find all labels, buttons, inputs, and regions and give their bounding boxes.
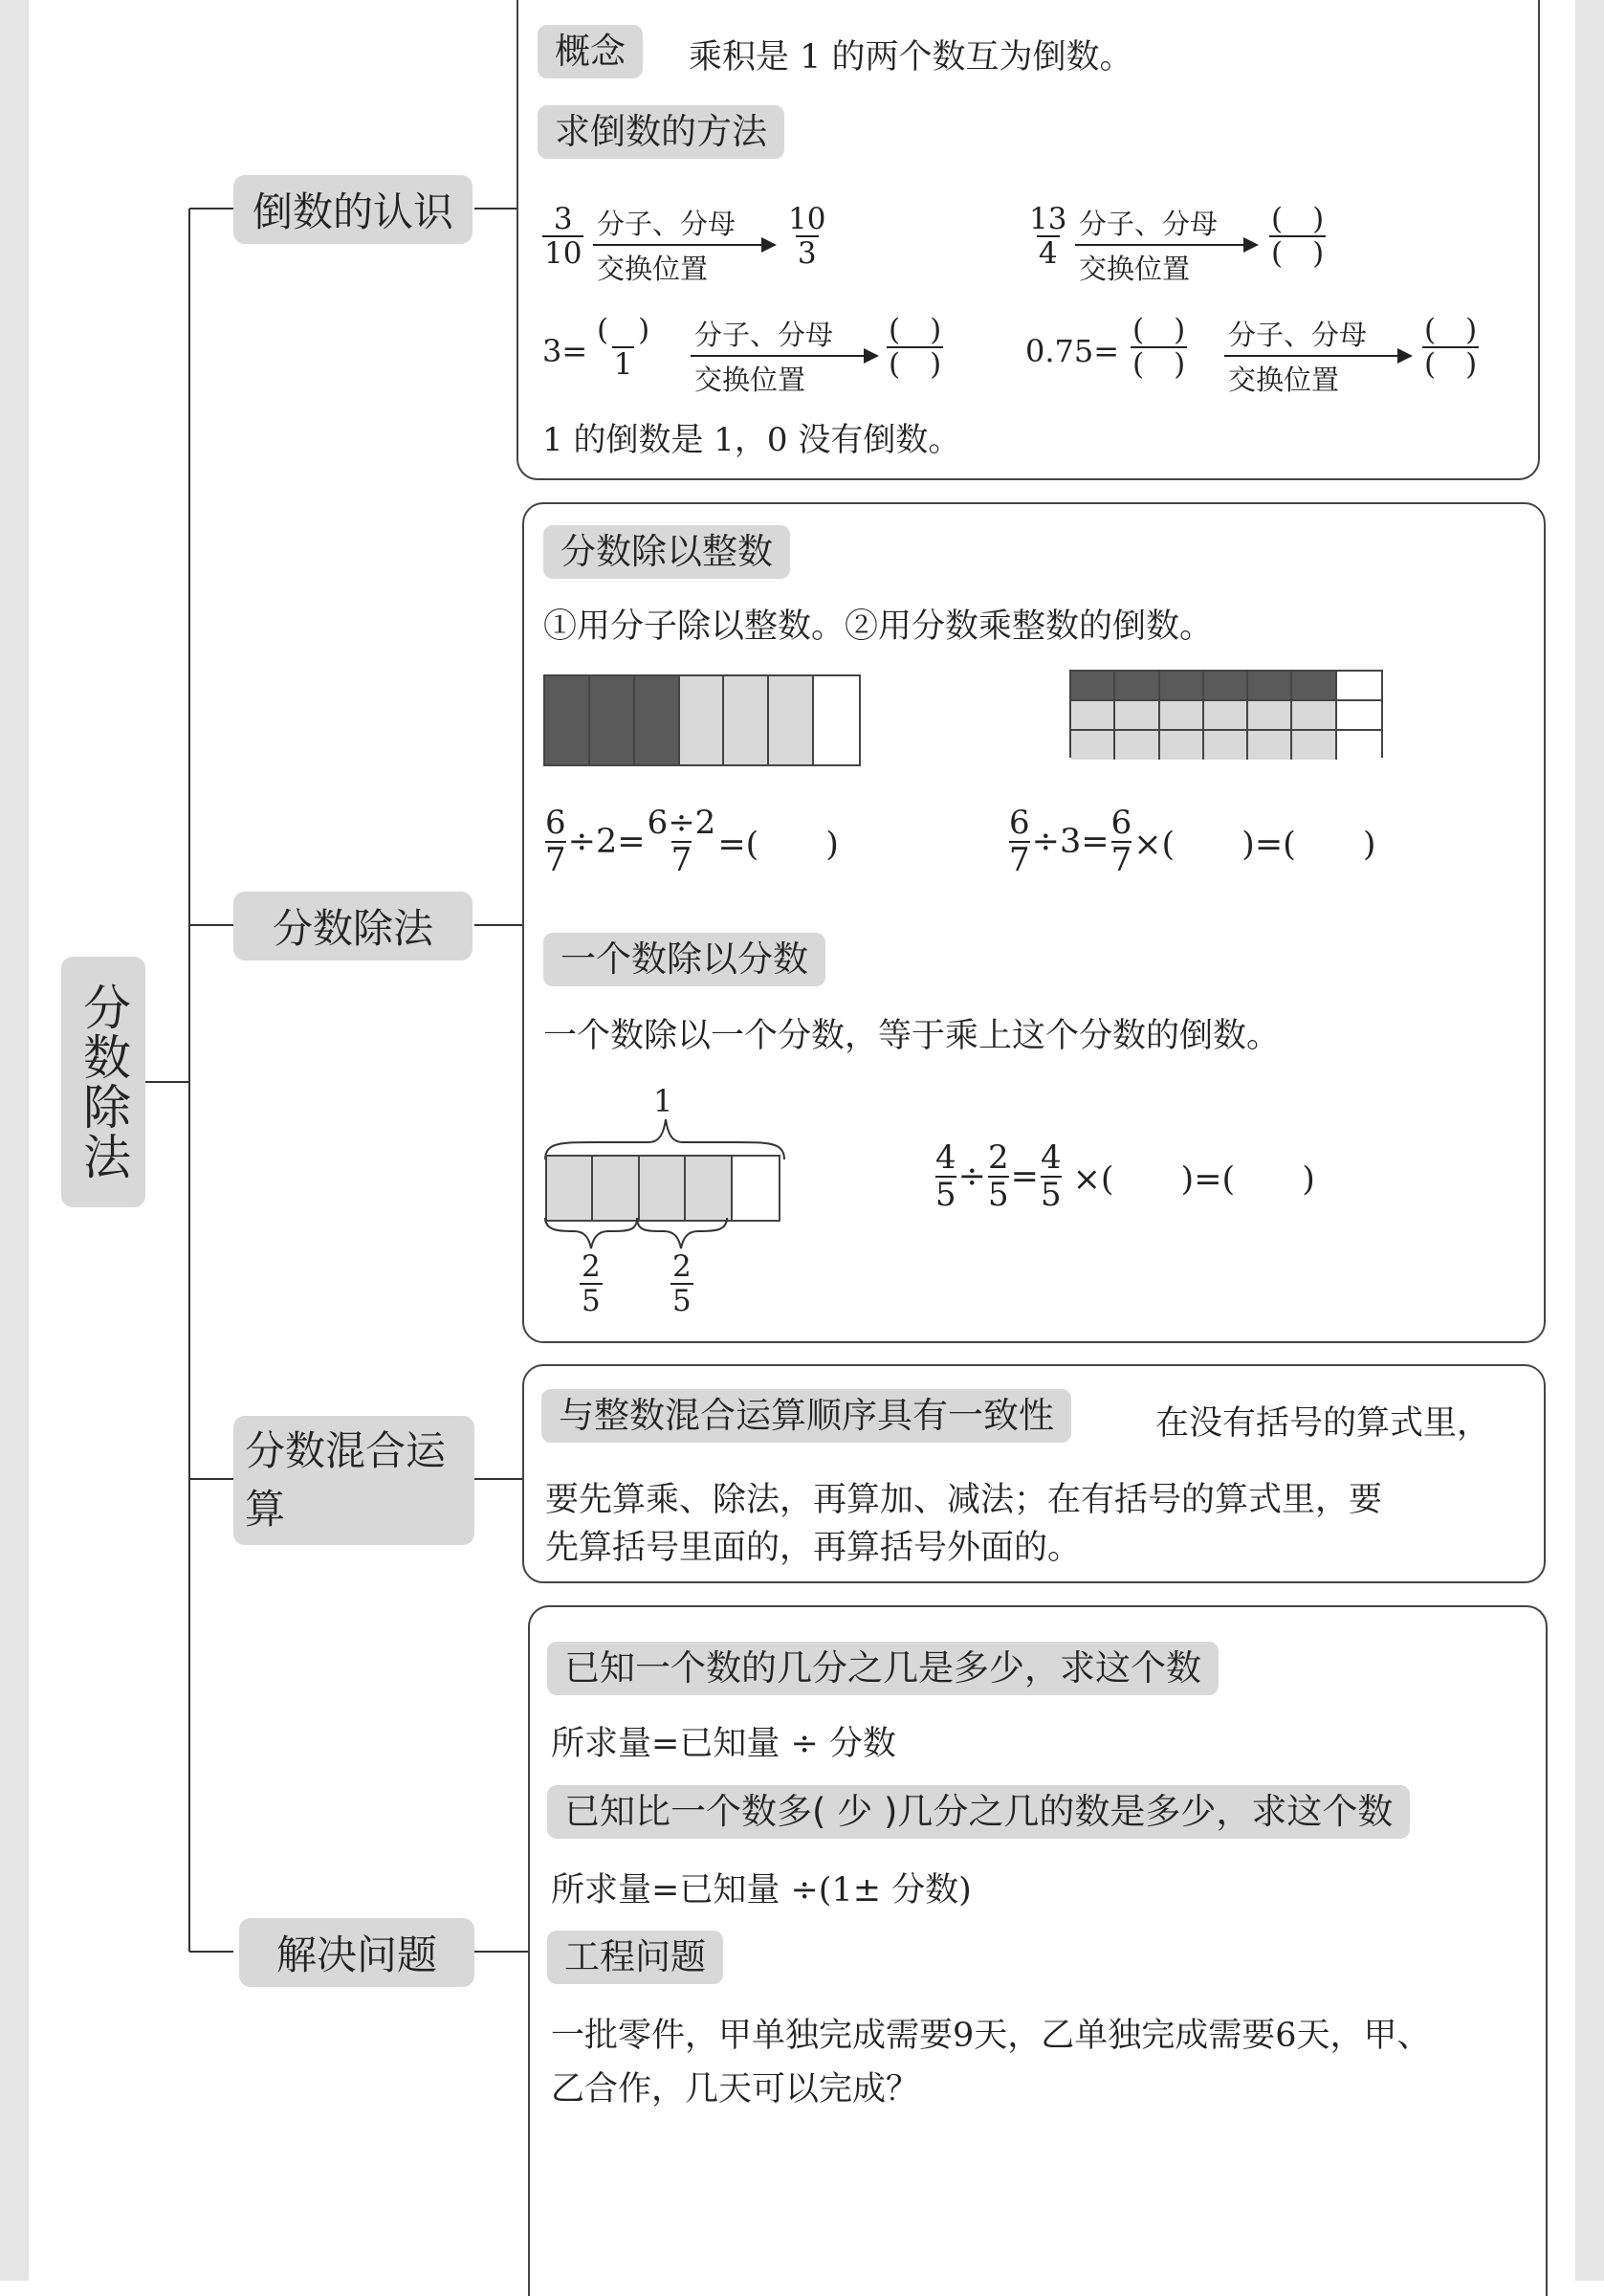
denominator: 10 [544,236,582,272]
fraction-grid-cell [1071,672,1115,699]
problem-tag-1: 已知一个数的几分之几是多少，求这个数 [547,1642,1219,1695]
bar-label-one: 1 [653,1083,673,1119]
fraction-grid-cell [1248,731,1292,760]
ex4-result [1422,314,1479,381]
branch-problem-solving [239,1918,474,1987]
numerator: 13 [1029,202,1067,236]
fraction-grid-cell [1248,672,1292,699]
arrow-bottom-label: 交换位置 [694,364,806,396]
ex1-arrow [593,203,775,287]
fraction-bar-cell [590,676,635,764]
numerator: 4 [935,1138,956,1177]
arrow-top-label: 分子、分母 [1079,208,1219,240]
brace-fraction-2 [670,1250,693,1317]
denominator: 7 [1110,841,1132,880]
denominator: 5 [672,1284,692,1319]
bar-model-cell [547,1157,593,1220]
numerator: 6 [545,804,566,842]
fraction-grid-cell [1115,672,1159,699]
fraction-bar-cell [680,676,725,764]
arrow-top-label: 分子、分母 [1228,319,1368,351]
div-method-text: ①用分子除以整数。②用分数乘整数的倒数。 [543,607,1214,646]
fraction-grid-cell [1160,701,1204,729]
ex4-prefix: 0.75= [1025,333,1120,369]
numerator: 6÷2 [647,804,716,842]
numerator: 2 [672,1249,692,1284]
fraction-grid-b [1069,670,1383,758]
fraction-grid-cell [1071,701,1115,729]
method-tag: 求倒数的方法 [538,105,784,159]
blank-answer: =( ) [717,826,839,865]
branch-label: 分数除法 [272,905,433,952]
bar-model-cell [686,1157,732,1220]
numerator: 2 [582,1249,601,1284]
arrow-bottom-label: 交换位置 [1079,253,1191,285]
panel-fraction-division [522,502,1546,1343]
fraction-bar-cell [635,676,680,764]
root-node [61,957,145,1207]
branch-reciprocal [233,175,472,244]
div-rule-text: 一个数除以一个分数，等于乘上这个分数的倒数。 [543,1017,1281,1055]
denominator: 1 [613,347,633,383]
fraction-bar-cell [545,676,590,764]
concept-tag: 概念 [538,25,643,78]
numerator: ( ) [597,313,650,347]
numerator: 3 [553,202,573,236]
operator: = [1010,1158,1039,1197]
reciprocal-note: 1 的倒数是 1，0 没有倒数。 [542,421,961,459]
operator: ÷ [957,1158,986,1197]
formula-2: 所求量=已知量 ÷(1± 分数) [551,1871,972,1910]
bar-model-cell [593,1157,639,1220]
mixed-line-1: 在没有括号的算式里， [1155,1404,1491,1443]
branch-mixed-operations [233,1416,474,1545]
bar-model-cell [640,1157,686,1220]
mixed-line-3: 先算括号里面的，再算括号外面的。 [545,1529,1082,1567]
concept-text: 乘积是 1 的两个数互为倒数。 [689,38,1133,77]
fraction-grid-cell [1160,672,1204,699]
div-integer-tag: 分数除以整数 [543,525,790,579]
fraction-grid-cell [1115,731,1159,760]
numerator: 10 [788,202,826,236]
ex3-fraction [595,314,651,381]
root-title: 分数除法 [76,982,131,1181]
bar-model-cell [733,1157,779,1220]
arrow-top-label: 分子、分母 [694,319,834,351]
branch-fraction-division [233,892,472,960]
ex2-arrow [1075,203,1257,287]
branch-label: 解决问题 [275,1932,437,1978]
denominator: 7 [1009,841,1030,880]
brace-fraction-1 [580,1250,603,1317]
denominator: 5 [935,1176,956,1215]
ex3-prefix: 3= [542,333,588,369]
numerator: ( ) [1424,313,1478,347]
operator: ÷2= [567,823,646,862]
fraction-grid-cell [1115,701,1159,729]
denominator: ( ) [1271,236,1325,272]
problem-text-1: 一批零件，甲单独完成需要9天，乙单独完成需要6天，甲、 [551,2017,1431,2055]
fraction-grid-cell [1337,701,1381,729]
fraction-grid-cell [1204,701,1248,729]
equation-2 [1007,806,1375,879]
denominator: 5 [987,1176,1009,1215]
denominator: 7 [545,841,566,880]
numerator: ( ) [1271,202,1325,236]
ex2-result [1269,203,1326,270]
formula-1: 所求量=已知量 ÷ 分数 [551,1725,896,1763]
ex3-result [887,314,943,381]
arrow-top-label: 分子、分母 [597,208,736,240]
fraction-bar-cell [724,676,769,764]
fraction-grid-cell [1292,701,1336,729]
fraction-bar-a [543,674,861,766]
fraction-grid-cell [1204,672,1248,699]
mixed-tag: 与整数混合运算顺序具有一致性 [541,1389,1071,1443]
equation-3 [934,1140,1315,1214]
ex4-fraction [1131,314,1187,381]
operator: ÷3= [1031,823,1110,862]
bracket-bottom [541,1214,790,1252]
fraction-bar-c [545,1155,780,1222]
div-fraction-tag: 一个数除以分数 [543,933,825,986]
denominator: 7 [670,841,692,880]
mixed-line-2: 要先算乘、除法，再算加、减法；在有括号的算式里，要 [545,1481,1383,1519]
numerator: ( ) [889,313,942,347]
fraction-grid-cell [1292,731,1336,760]
grid-b-row [1071,672,1381,701]
ex1-result [786,203,827,270]
fraction-grid-cell [1337,672,1381,699]
denominator: ( ) [889,347,942,383]
denominator: ( ) [1424,347,1478,383]
problem-text-2: 乙合作，几天可以完成？ [551,2070,920,2108]
ex2-fraction [1027,203,1068,270]
fraction-grid-cell [1292,672,1336,699]
panel-problem-solving [528,1605,1548,2296]
denominator: ( ) [1132,347,1186,383]
equation-1 [543,806,839,879]
fraction-bar-cell [769,676,814,764]
numerator: ( ) [1132,313,1186,347]
numerator: 6 [1009,804,1030,842]
blank-answer: ×( )=( ) [1072,1160,1315,1200]
panel-reciprocal [516,0,1540,480]
panel-mixed-operations [522,1364,1546,1583]
problem-tag-2: 已知比一个数多( 少 )几分之几的数是多少，求这个数 [547,1785,1410,1839]
fraction-grid-cell [1204,731,1248,760]
arrow-bottom-label: 交换位置 [1228,364,1340,396]
denominator: 5 [582,1284,601,1319]
ex4-arrow [1224,314,1411,398]
fraction-grid-cell [1160,731,1204,760]
ex1-fraction [542,203,583,270]
denominator: 3 [797,236,817,272]
problem-tag-3: 工程问题 [547,1931,723,1984]
numerator: 4 [1040,1138,1062,1177]
blank-answer: ×( )=( ) [1133,826,1376,865]
denominator: 5 [1040,1176,1062,1215]
fraction-grid-cell [1071,731,1115,760]
numerator: 6 [1110,804,1132,842]
numerator: 2 [987,1138,1009,1177]
ex3-arrow [691,314,877,398]
fraction-grid-cell [1248,701,1292,729]
denominator: 4 [1038,236,1058,272]
fraction-bar-cell [814,676,859,764]
grid-b-row [1071,731,1381,760]
fraction-grid-cell [1337,731,1381,760]
arrow-bottom-label: 交换位置 [597,253,709,285]
grid-b-row [1071,701,1381,731]
branch-label: 倒数的认识 [252,188,453,235]
branch-label: 分数混合运算 [245,1426,447,1533]
